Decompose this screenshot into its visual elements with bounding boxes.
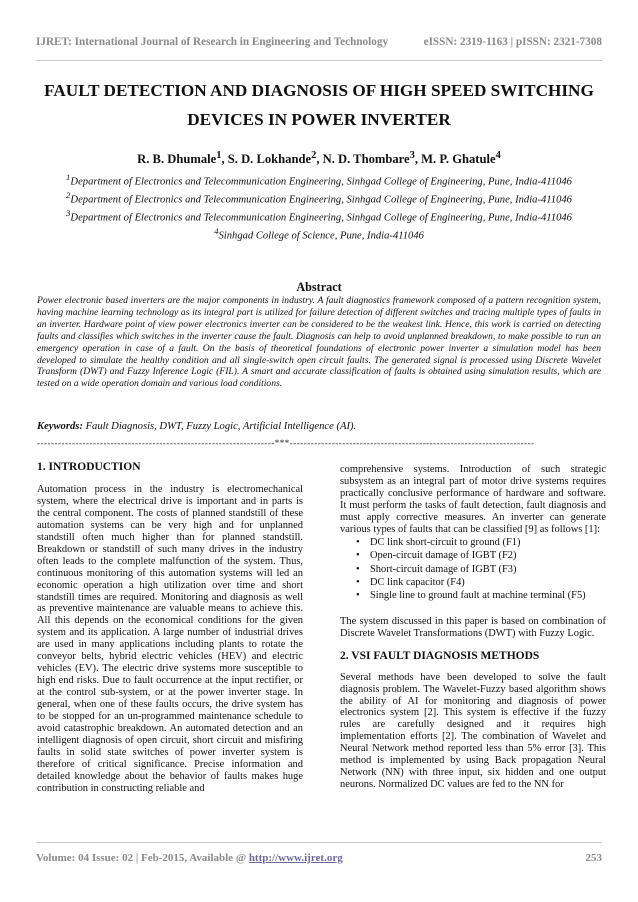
- list-item: • DC link short-circuit to ground (F1): [356, 536, 606, 549]
- keywords: [37, 421, 601, 432]
- paper-title: [30, 76, 608, 134]
- header-rule: [36, 60, 602, 61]
- title-line-2: DEVICES IN POWER INVERTER: [187, 110, 451, 129]
- list-item: • Short-circuit damage of IGBT (F3): [356, 563, 606, 576]
- author-separator: ,: [221, 152, 228, 167]
- author-sup: 4: [495, 150, 501, 161]
- affiliation: [40, 189, 598, 207]
- footer-rule: [36, 842, 602, 843]
- section-separator: --------------------------------------------------------------------***----------------------------------------------------------------------: [37, 438, 535, 448]
- author: M. P. Ghatule: [421, 152, 496, 167]
- running-header: [36, 36, 602, 48]
- list-item: • Single line to ground fault at machine terminal (F5): [356, 589, 606, 602]
- page-number: 253: [585, 852, 602, 864]
- abstract-text: Power electronic based inverters are the major components in industry. A fault diagnostics framework composed of a pattern recognition system, having machine learning technology as its integral part is utilized for failure detection of different switches and tracing multiple types of faults in an inverter. Hardware point of view power electronics inverter can be considered to be the weakest link. Hence, this work is carried on detecting faults and classifies which switches in the inverter cause the fault. Diagnosis can help to avoid unplanned breakdown, to make possible to run an emergency operation in case of a fault. On the basis of theoretical foundations of electronic power inverter a simulation model has been developed to simulate the healthy condition and all single-switch open circuit faults. The generated signal is processed using Discrete Wavelet Transform (DWT) and Fuzzy Inference Logic (FIL). A smart and accurate classification of faults is obtained using simulation results, which are tested on a wide operation domain and various load conditions.: [37, 295, 601, 390]
- vsi-paragraph-1: Several methods have been developed to solve the fault diagnosis problem. The Wavelet-Fuzzy based algorithm shows the ability of AI for monitoring and diagnosis of power electronics system [2]. This system is effective if the fuzzy rules are carefully designed and it requires high implementation efforts [2]. The combination of Wavelet and Neural Network method reported less than 5% error [3]. This method is implemented by using Back propagation Neural Network (NN) with three input, six hidden and one output neurons. Normalized DC values are fed to the NN for: [340, 671, 606, 791]
- keywords-label: Keywords:: [37, 421, 83, 432]
- author: R. B. Dhumale: [137, 152, 217, 167]
- author-list: [30, 150, 608, 167]
- footer-volume: [36, 852, 343, 864]
- left-column: [37, 462, 303, 795]
- right-column: [340, 462, 606, 791]
- affiliation: [40, 171, 598, 189]
- issn-info: eISSN: 2319-1163 | pISSN: 2321-7308: [423, 36, 602, 48]
- affiliation-text: Sinhgad College of Science, Pune, India-411046: [218, 230, 424, 242]
- section-1-heading: 1. INTRODUCTION: [37, 461, 141, 473]
- section-2-heading: 2. VSI FAULT DIAGNOSIS METHODS: [340, 649, 540, 662]
- affiliation: [40, 225, 598, 243]
- list-item: • DC link capacitor (F4): [356, 576, 606, 589]
- affiliation-text: Department of Electronics and Telecommunication Engineering, Sinhgad College of Engineering, Pune, India-411046: [70, 176, 572, 188]
- affiliation-sup: 1: [66, 172, 71, 182]
- affiliation-sup: 4: [214, 226, 219, 237]
- list-item: • Open-circuit damage of IGBT (F2): [356, 549, 606, 562]
- running-footer: [36, 852, 602, 864]
- author-sup: 1: [216, 150, 222, 161]
- author: N. D. Thombare: [322, 152, 410, 167]
- author-separator: ,: [414, 152, 422, 167]
- author-sup: 2: [311, 150, 317, 161]
- author-separator: ,: [316, 152, 323, 167]
- intro-paragraph-2: comprehensive systems. Introduction of such strategic subsystem as an integral part of motor drive systems requires practically conclusive performance of hardware and software. It must perform the tasks of fault detection, fault diagnosis and must apply corrective measures. An inverter can generate various types of faults that can be classified [9] as follows [1]:: [340, 464, 606, 535]
- affiliation: [40, 207, 598, 225]
- author: S. D. Lokhande: [227, 152, 312, 167]
- abstract-heading: Abstract: [296, 280, 342, 294]
- affiliation-sup: 2: [66, 190, 71, 201]
- author-sup: 3: [409, 150, 415, 161]
- affiliation-text: Department of Electronics and Telecommunication Engineering, Sinhgad College of Engineering, Pune, India-411046: [70, 212, 572, 224]
- journal-name: IJRET: International Journal of Research in Engineering and Technology: [36, 36, 389, 48]
- journal-url-link[interactable]: http://www.ijret.org: [248, 852, 343, 864]
- intro-paragraph-3: The system discussed in this paper is based on combination of Discrete Wavelet Transformations (DWT) with Fuzzy Logic.: [340, 615, 606, 639]
- title-line-1: FAULT DETECTION AND DIAGNOSIS OF HIGH SPEED SWITCHING: [44, 81, 594, 100]
- fault-list: [356, 536, 606, 603]
- affiliation-sup: 3: [66, 208, 71, 219]
- volume-text: Volume: 04 Issue: 02 | Feb-2015, Available @: [36, 852, 249, 864]
- intro-paragraph-1: Automation process in the industry is electromechanical system, where the electrical drive is important and in parts is the central component. The costs of planned standstill of these automation systems can be very high and for unplanned standstill often much higher than for planned standstill. Breakdown or standstill of such many drives in the industry often leads to the complete malfunction of the system. Thus, continuous monitoring of this automation systems will led an economic operation a high utilization over time and short standstill times are required. Monitoring and diagnosis as well as preventive maintenance are valuable means to achieve this. All this depends on the economical conditions for the given system and its application. A large number of industrial drives are used in many applications including plants to rotate the conveyor belts, hybrid electric vehicles (HEV) and electric vehicles (EV). The electric drive systems more susceptible to high end risks. Due to fault occurrence at the input rectifier, or at the control sub-system, or at the power inverter stage. In general, when one of these faults occurs, the drive system has to be stopped for an un-programmed maintenance schedule to avoid catastrophic breakdown. An automated detection and an intelligent diagnosis of open circuit, short circuit and misfiring faults in solid state switches of power inverter system is therefore of critical significance. Precise information and detailed knowledge about the behavior of faults makes huge contribution in constructing reliable and: [37, 483, 303, 794]
- affiliation-text: Department of Electronics and Telecommunication Engineering, Sinhgad College of Engineering, Pune, India-411046: [70, 194, 572, 206]
- affiliations: [40, 171, 598, 244]
- keywords-text: Fault Diagnosis, DWT, Fuzzy Logic, Artificial Intelligence (AI).: [85, 421, 357, 432]
